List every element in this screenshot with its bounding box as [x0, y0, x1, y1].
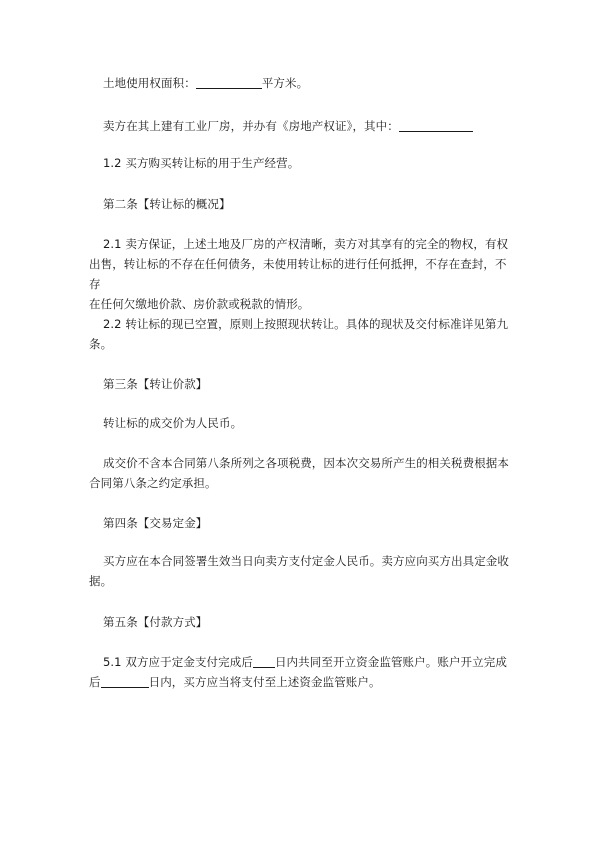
article-4-title-text: 第四条【交易定金】 — [103, 516, 208, 530]
clause-5-1-line-1-pre: 5.1 双方应于定金支付完成后 — [103, 655, 253, 669]
price-text: 转让标的成交价为人民币。 — [103, 416, 243, 430]
days-blank-2 — [101, 674, 149, 688]
clause-5-1-line-2-post: 日内，买方应当将支付至上述资金监管账户。 — [148, 675, 381, 689]
days-blank-1 — [253, 654, 275, 668]
deposit-paragraph — [89, 551, 509, 591]
clause-1-2 — [89, 153, 509, 173]
clause-2-2-line-1: 2.2 转让标的现已空置，原则上按照现状转让。具体的现状及交付标准详见第九 — [103, 317, 509, 331]
article-3-title-text: 第三条【转让价款】 — [103, 377, 208, 391]
deposit-line-1: 买方应在本合同签署生效当日向卖方支付定金人民币。卖方应向买方出具定金收 — [103, 554, 509, 568]
tax-line-1: 成交价不含本合同第八条所列之各项税费，因本次交易所产生的相关税费根据本 — [103, 456, 509, 470]
article-2-title — [89, 194, 509, 214]
clause-5-1-line-2-pre: 后 — [89, 675, 101, 689]
article-4-title — [89, 513, 509, 533]
clause-2-1 — [89, 234, 509, 314]
factory-paragraph — [89, 116, 509, 136]
clause-1-2-text: 1.2 买方购买转让标的用于生产经营。 — [103, 156, 300, 170]
clause-2-1-line-3: 在任何欠缴地价款、房价款或税款的情形。 — [89, 297, 310, 311]
clause-5-1-line-1-post: 日内共同至开立资金监管账户。账户开立完成 — [274, 655, 507, 669]
article-3-title — [89, 374, 509, 394]
clause-2-1-line-2: 出售，转让标的不存在任何债务，未使用转让标的进行任何抵押，不存在查封，不存 — [89, 257, 507, 291]
factory-blank — [399, 118, 473, 132]
factory-text: 卖方在其上建有工业厂房，并办有《房地产权证》，其中： — [103, 119, 399, 133]
clause-2-2 — [89, 314, 509, 354]
clause-2-2-line-2: 条。 — [89, 337, 113, 351]
article-2-title-text: 第二条【转让标的概况】 — [103, 197, 231, 211]
clause-2-1-line-1: 2.1 卖方保证，上述土地及厂房的产权清晰，卖方对其享有的完全的物权，有权 — [103, 237, 509, 251]
price-paragraph — [89, 413, 509, 433]
land-area-blank — [196, 75, 262, 89]
land-area-paragraph — [89, 73, 509, 93]
land-area-unit: 平方米。 — [261, 76, 309, 90]
clause-5-1 — [89, 652, 509, 692]
land-area-label: 土地使用权面积： — [103, 76, 196, 90]
deposit-line-2: 据。 — [89, 574, 113, 588]
article-5-title-text: 第五条【付款方式】 — [103, 615, 208, 629]
tax-paragraph — [89, 453, 509, 493]
tax-line-2: 合同第八条之约定承担。 — [89, 476, 217, 490]
article-5-title — [89, 612, 509, 632]
